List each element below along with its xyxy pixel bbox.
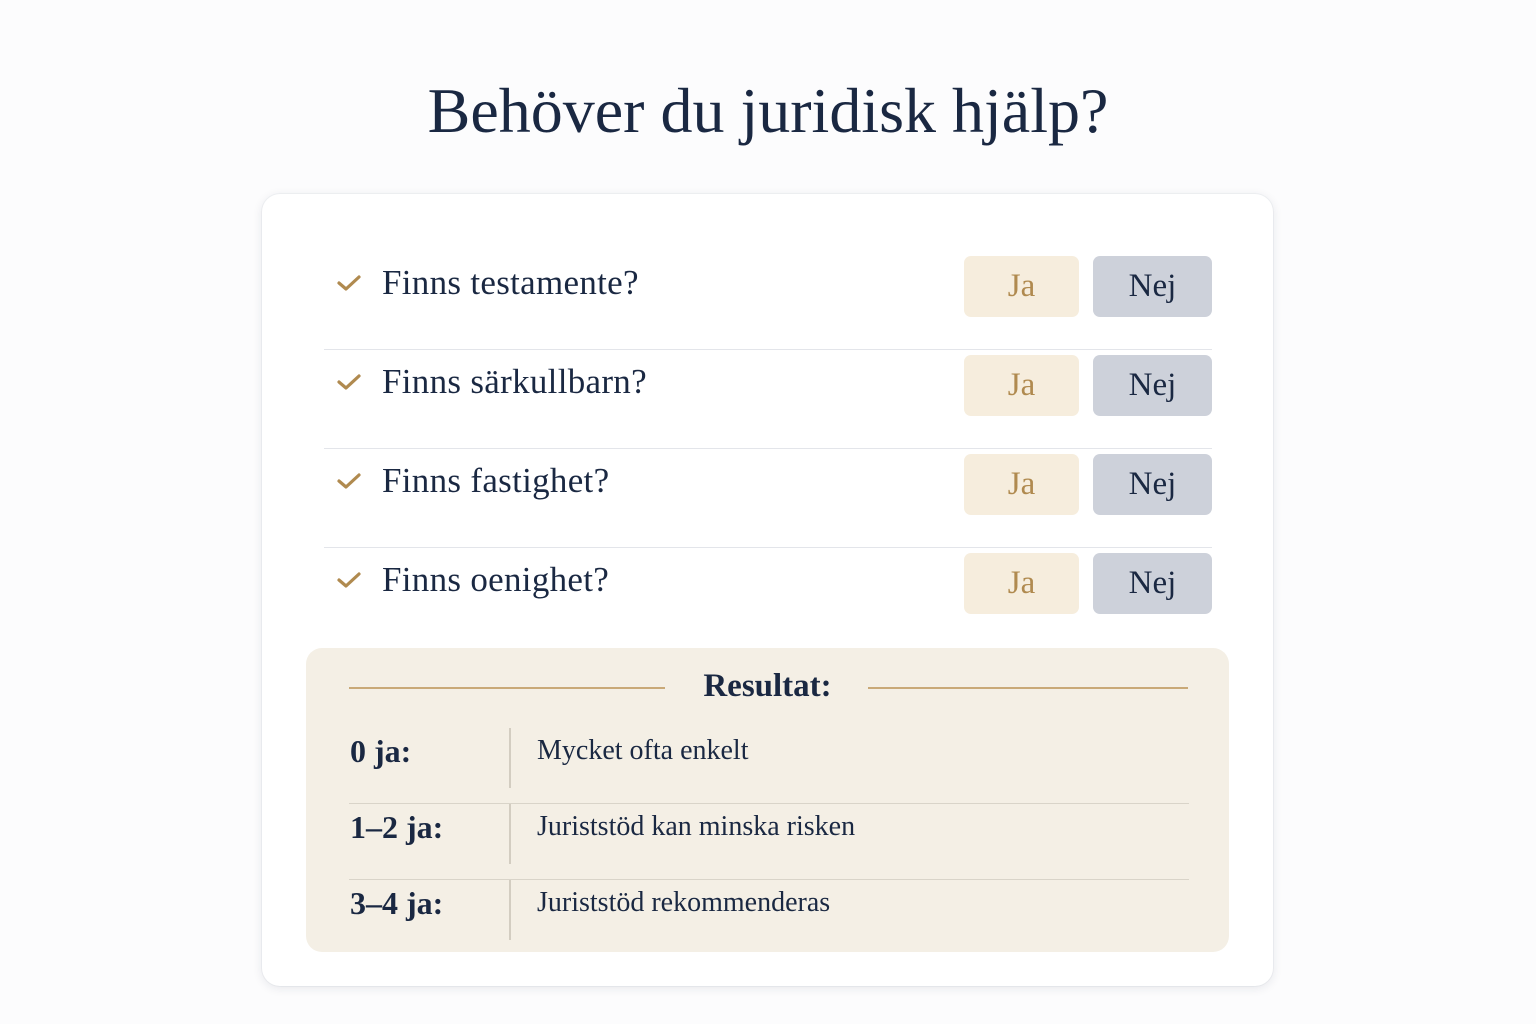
question-row-testamente [324, 251, 1212, 350]
check-icon [336, 273, 362, 293]
page-title: Behöver du juridisk hjälp? [427, 75, 1109, 146]
result-row [349, 804, 1189, 880]
result-header [306, 664, 1229, 708]
result-range: 3–4 ja: [350, 885, 444, 921]
check-icon [336, 570, 362, 590]
question-row-fastighet [324, 449, 1212, 548]
check-icon [336, 471, 362, 491]
result-divider-right [868, 687, 1188, 689]
no-button[interactable]: Nej [1093, 256, 1212, 317]
result-text: Mycket ofta enkelt [537, 735, 749, 766]
result-title: Resultat: [703, 668, 832, 704]
yes-button[interactable]: Ja [964, 553, 1079, 614]
result-column-divider [509, 804, 511, 864]
result-range: 1–2 ja: [350, 809, 444, 845]
result-column-divider [509, 880, 511, 940]
result-text: Juriststöd rekommenderas [537, 887, 831, 918]
question-label: Finns fastighet? [382, 461, 610, 500]
question-row-sarkullbarn [324, 350, 1212, 449]
result-range: 0 ja: [350, 733, 412, 769]
result-row [349, 880, 1189, 956]
result-column-divider [509, 728, 511, 788]
no-button[interactable]: Nej [1093, 355, 1212, 416]
question-label: Finns oenighet? [382, 560, 610, 599]
no-button[interactable]: Nej [1093, 553, 1212, 614]
result-row [349, 728, 1189, 804]
question-label: Finns särkullbarn? [382, 362, 647, 401]
no-button[interactable]: Nej [1093, 454, 1212, 515]
question-label: Finns testamente? [382, 263, 639, 302]
check-icon [336, 372, 362, 392]
questionnaire-card [262, 194, 1273, 986]
result-table [349, 728, 1189, 956]
result-panel [306, 648, 1229, 952]
yes-button[interactable]: Ja [964, 355, 1079, 416]
yes-button[interactable]: Ja [964, 454, 1079, 515]
result-text: Juriststöd kan minska risken [537, 811, 856, 842]
question-list [324, 251, 1212, 647]
question-row-oenighet [324, 548, 1212, 647]
yes-button[interactable]: Ja [964, 256, 1079, 317]
